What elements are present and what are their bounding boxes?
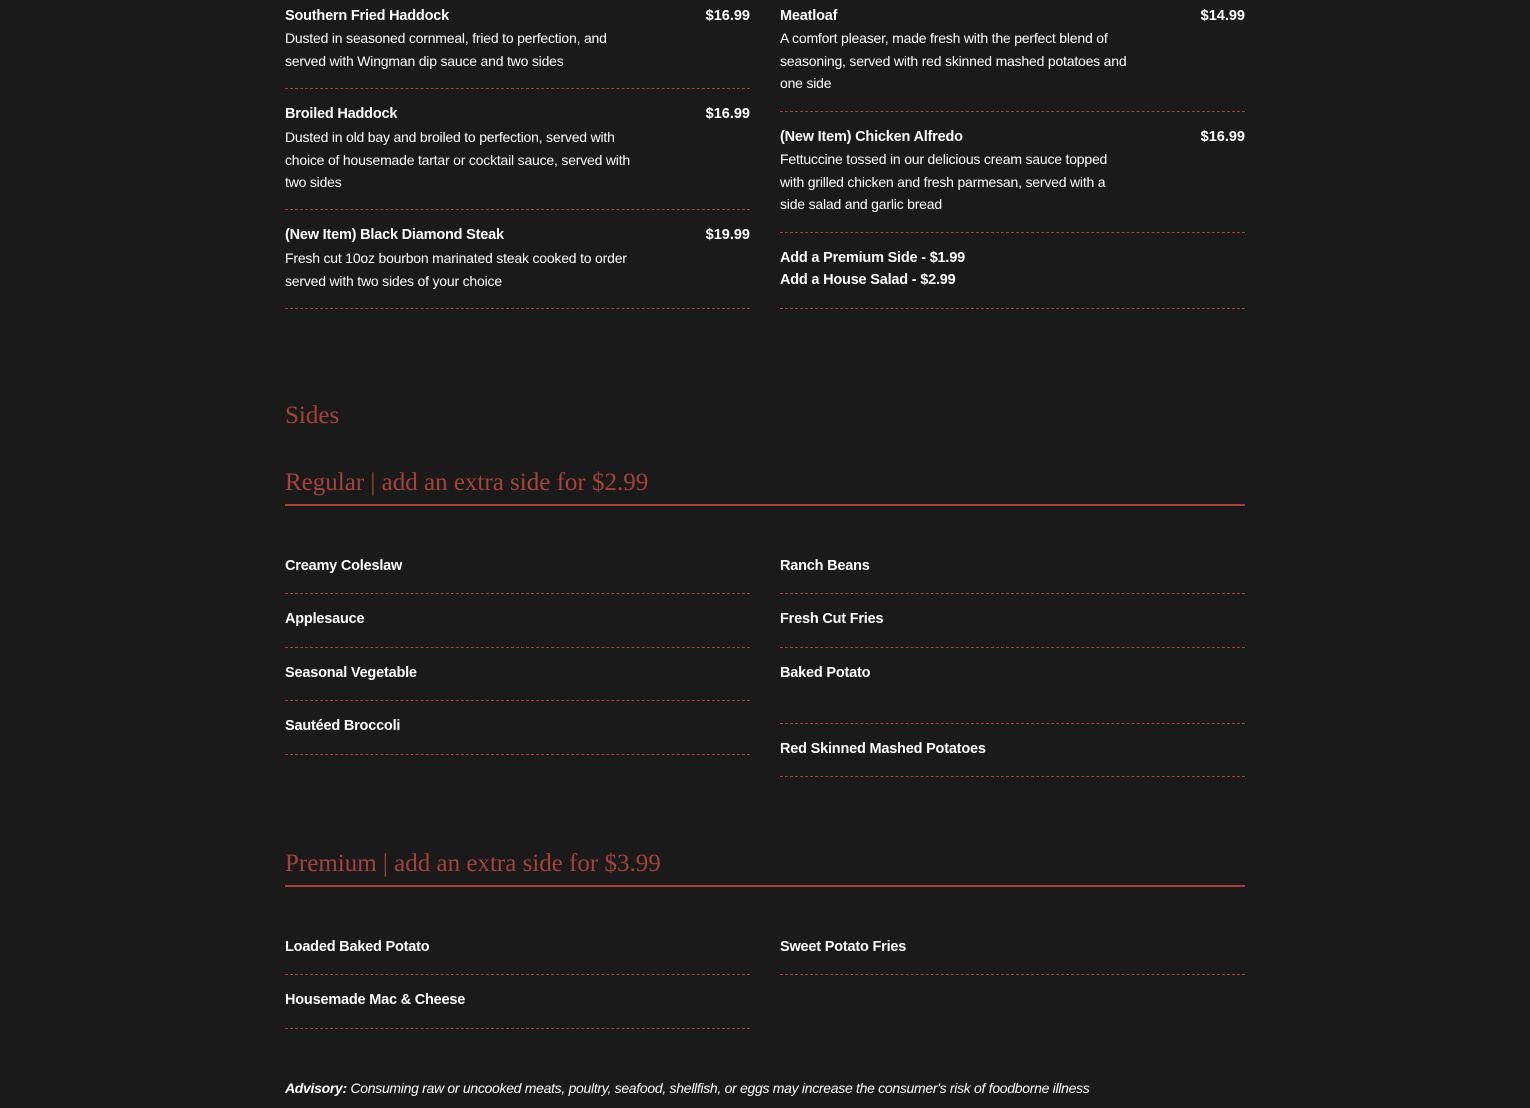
advisory-label: Advisory: bbox=[285, 1080, 347, 1096]
description-line: side salad and garlic bread bbox=[780, 196, 942, 212]
side-item: Loaded Baked Potato bbox=[285, 939, 430, 955]
side-item: Ranch Beans bbox=[780, 558, 870, 574]
menu-item-name: Broiled Haddock bbox=[285, 106, 398, 122]
item-divider bbox=[780, 232, 1245, 233]
side-item: Fresh Cut Fries bbox=[780, 611, 884, 627]
item-divider bbox=[780, 974, 1245, 975]
description-line: served with two sides of your choice bbox=[285, 272, 502, 289]
menu-item-price: $19.99 bbox=[705, 227, 750, 243]
description-line: one side bbox=[780, 75, 832, 91]
item-divider bbox=[285, 209, 750, 210]
addon-house-salad: Add a House Salad - $2.99 bbox=[780, 272, 956, 288]
item-divider bbox=[780, 776, 1245, 777]
item-divider bbox=[780, 593, 1245, 594]
menu-item-description bbox=[780, 148, 1107, 216]
menu-item-name: Southern Fried Haddock bbox=[285, 8, 449, 24]
menu-item-description bbox=[780, 27, 1126, 95]
description-line: Fettuccine tossed in our delicious cream sauce topped bbox=[780, 151, 1108, 167]
menu-item-price: $16.99 bbox=[1200, 129, 1245, 145]
item-divider bbox=[285, 974, 750, 975]
menu-item-description bbox=[285, 27, 607, 72]
heading-underline bbox=[285, 885, 1245, 887]
section-title-sides: Sides bbox=[285, 402, 340, 429]
heading-underline bbox=[285, 504, 1245, 506]
side-item: Creamy Coleslaw bbox=[285, 558, 403, 574]
item-divider bbox=[285, 308, 750, 309]
item-divider bbox=[285, 88, 750, 89]
menu-item-name: (New Item) Black Diamond Steak bbox=[285, 227, 504, 243]
subsection-heading-premium: Premium | add an extra side for $3.99 bbox=[285, 850, 661, 877]
subsection-heading-regular: Regular | add an extra side for $2.99 bbox=[285, 469, 649, 496]
description-line: Dusted in old bay and broiled to perfection, served with bbox=[285, 129, 615, 145]
menu-item-price: $16.99 bbox=[705, 106, 750, 122]
description-line: A comfort pleaser, made fresh with the perfect blend of bbox=[780, 30, 1108, 46]
description-line: choice of housemade tartar or cocktail sauce, served with bbox=[285, 151, 630, 168]
item-divider bbox=[780, 647, 1245, 648]
addon-premium-side: Add a Premium Side - $1.99 bbox=[780, 250, 965, 266]
side-item: Sweet Potato Fries bbox=[780, 939, 907, 955]
description-line: with grilled chicken and fresh parmesan, served with a bbox=[780, 173, 1106, 190]
side-item: Seasonal Vegetable bbox=[285, 665, 417, 681]
description-line: seasoning, served with red skinned mashed potatoes and bbox=[780, 52, 1127, 69]
description-line: two sides bbox=[285, 174, 342, 190]
item-divider bbox=[285, 1028, 750, 1029]
menu-item-description bbox=[285, 247, 627, 292]
side-item: Red Skinned Mashed Potatoes bbox=[780, 741, 986, 757]
description-line: Fresh cut 10oz bourbon marinated steak cooked to order bbox=[285, 250, 627, 266]
item-divider bbox=[285, 754, 750, 755]
advisory-text: Consuming raw or uncooked meats, poultry, seafood, shellfish, or eggs may increase the consumer's risk of foodborne illness bbox=[346, 1080, 1090, 1096]
menu-item-price: $14.99 bbox=[1200, 8, 1245, 24]
side-item: Baked Potato bbox=[780, 665, 871, 681]
item-divider bbox=[780, 723, 1245, 724]
advisory-note bbox=[285, 1080, 1089, 1096]
item-divider bbox=[285, 700, 750, 701]
item-divider bbox=[285, 593, 750, 594]
description-line: Dusted in seasoned cornmeal, fried to perfection, and bbox=[285, 30, 607, 46]
side-item: Applesauce bbox=[285, 611, 365, 627]
menu-item-name: Meatloaf bbox=[780, 8, 838, 24]
menu-item-price: $16.99 bbox=[705, 8, 750, 24]
item-divider bbox=[285, 647, 750, 648]
item-divider bbox=[780, 111, 1245, 112]
menu-item-description bbox=[285, 126, 630, 194]
description-line: served with Wingman dip sauce and two sides bbox=[285, 52, 564, 69]
side-item: Housemade Mac & Cheese bbox=[285, 992, 466, 1008]
menu-item-name: (New Item) Chicken Alfredo bbox=[780, 129, 963, 145]
side-item: Sautéed Broccoli bbox=[285, 718, 401, 734]
item-divider bbox=[780, 308, 1245, 309]
